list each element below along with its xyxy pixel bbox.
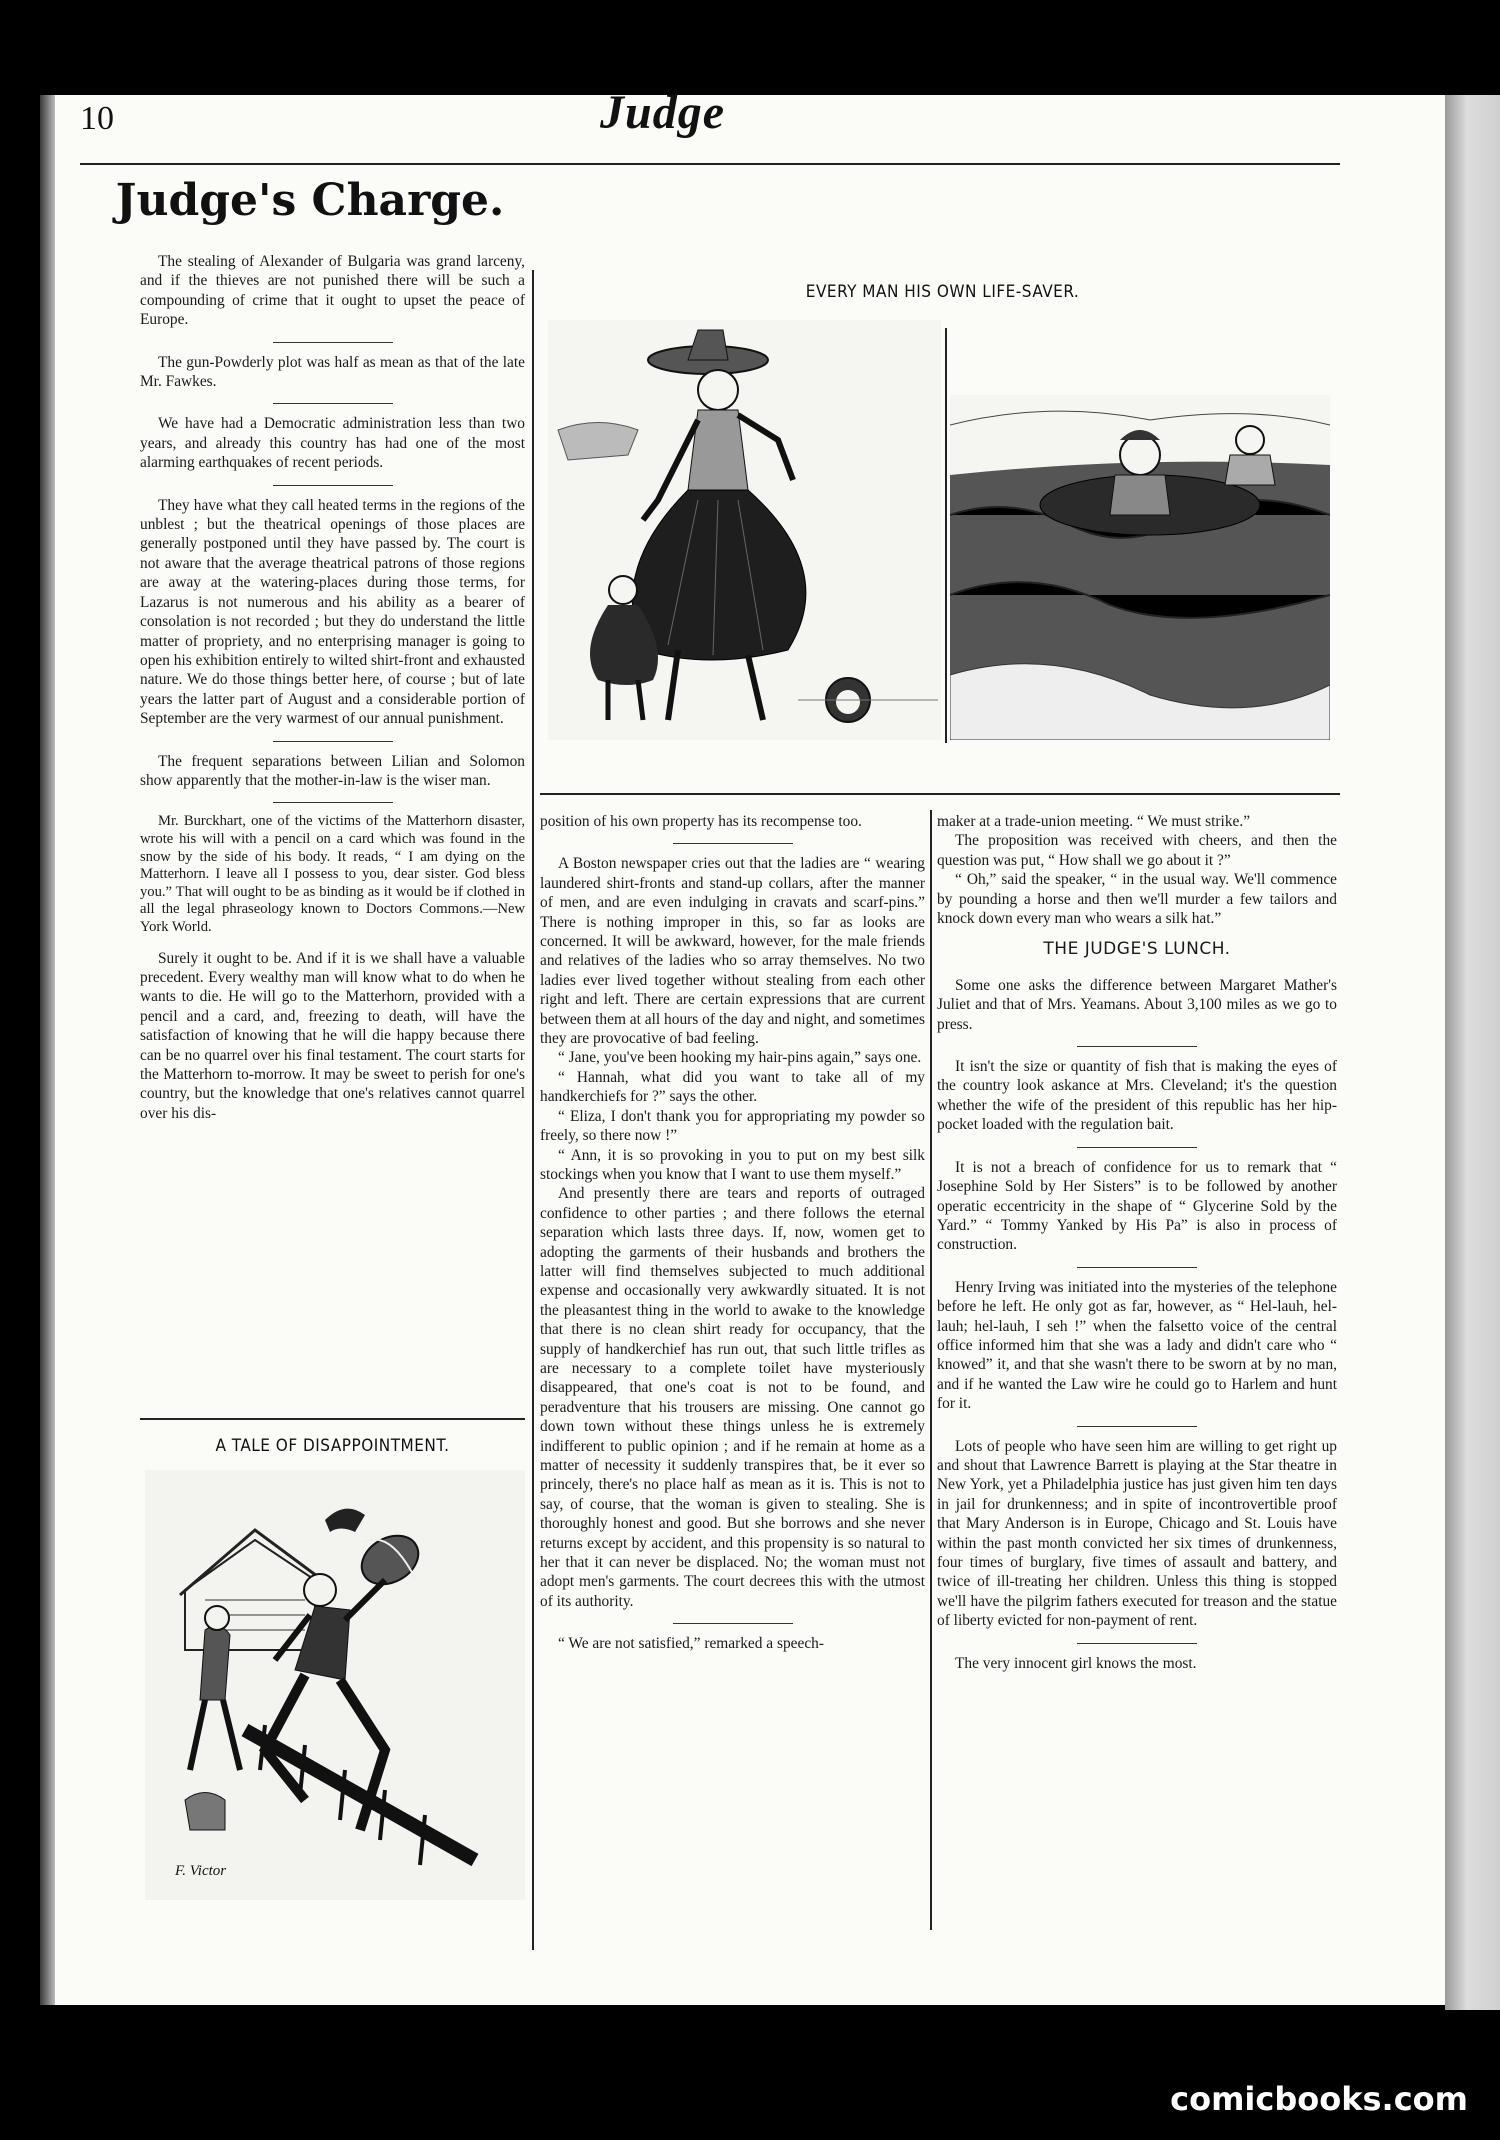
paragraph: And presently there are tears and reports of outraged confidence to other parties ; and there follows the eternal separation which lasts three days. If, now, women get to adopting the garments of their husbands and brothers the latter will find themselves subjected to much additional expense and occasionally very awkwardly situated. It is not the pleasantest thing in the world to awake to the knowledge that there is no clean shirt ready for occupancy, that the supply of handkerchief has run out, that such little trifles as are necessary to a complete toilet have mysteriously disappeared, that one's coat is not to be found, and peradventure that his trousers are missing. One cannot go down town without these things unless he is extremely indifferent to public opinion ; and if he remain at home as a matter of necessity it suddenly transpires that, be it ever so princely, there's no place half as mean as it is. This is not to say, of course, that the woman is given to stealing. She is thoroughly honest and good. But she borrows and she never returns except by accident, and this propensity is so natural to her that it can never be displaced. No; the woman must not adopt men's garments. The court decrees this with the utmost of its authority. [540,1185,925,1610]
paragraph: The stealing of Alexander of Bulgaria was grand larceny, and if the thieves are not punished there will be such a compounding of crime that it ought to upset the peace of Europe. [140,253,525,329]
judges-charge-title: Judge's Charge. [115,175,505,226]
life-saver-illustration-right [950,395,1330,740]
paragraph: The gun-Powderly plot was half as mean as that of the late Mr. Fawkes. [140,353,525,391]
masthead-logo: Judge [600,86,725,139]
divider [273,802,393,803]
paragraph: The proposition was received with cheers, and then the question was put, “ How shall we go about it ?” [937,832,1337,869]
life-saver-caption: EVERY MAN HIS OWN LIFE-SAVER. [805,282,1080,302]
paragraph: Surely it ought to be. And if it is we shall have a valuable precedent. Every wealthy man will know what to do when he wants to die. He will go to the Matterhorn, provided with a pencil and a card, and, freezing to death, will have the satisfaction of knowing that he will die happy because there can be no quarrel over his final testament. The court starts for the Matterhorn to-morrow. It may be sweet to perish for one's country, but the knowledge that one's relatives cannot quarrel over his dis- [140,949,525,1122]
paragraph: We have had a Democratic administration less than two years, and already this country has had one of the most alarming earthquakes of recent periods. [140,415,525,472]
divider [673,843,793,844]
divider [1077,1046,1197,1047]
artist-signature: F. Victor [175,1863,227,1879]
column-1-text [140,252,525,1402]
column-2-3-divider [930,810,932,1930]
paragraph: Lots of people who have seen him are willing to get right up and shout that Lawrence Barrett is playing at the Star theatre in New York, yet a Philadelphia justice has just given him ten days in jail for drunkenness; and in spite of incontrovertible proof that Mary Anderson is in Europe, Chicago and St. Louis have within the past month convicted her six times of drunkenness, four times of burglary, five times of assault and battery, and twice of ill-treating her children. Unless this thing is stopped we'll have the pilgrim fathers executed for treason and the statue of liberty evicted for non-payment of rent. [937,1437,1337,1630]
judges-lunch-heading: THE JUDGE'S LUNCH. [1043,939,1231,960]
paragraph: A Boston newspaper cries out that the ladies are “ wearing laundered shirt-fronts and stand-up collars, after the manner of men, and are even indulging in cravats and scarf-pins.” There is nothing improper in this, so far as looks are concerned. It will be awkward, however, for the male friends and relatives of the ladies who so array themselves. No two ladies ever lived together without stealing from each other right and left. There are certain expressions that are current between them at all hours of the day and night, and sometimes they are provocative of bad feeling. [540,855,925,1048]
divider [1077,1643,1197,1644]
paragraph: They have what they call heated terms in the regions of the unblest ; but the theatrical openings of those places are generally postponed until they have passed by. The court is not aware that the average theatrical patrons of those regions are away at the watering-places during those terms, for Lazarus is not numerous and his ability as a bearer of consolation is not recorded ; but they do understand the little matter of propriety, and no enterprising manager is going to open his exhibition entirely to wilted shirt-front and exhausted nature. We do those things better here, of course ; but of late years the latter part of August and a considerable portion of September are the very warmest of our annual punishment. [140,496,525,728]
paragraph: The frequent separations between Lilian and Solomon show apparently that the mother-in-law is the wiser man. [140,752,525,789]
divider [1077,1426,1197,1427]
page-number: 10 [80,100,114,137]
column-3-text [937,812,1337,1962]
paragraph: “ Ann, it is so provoking in you to put on my best silk stockings when you know that I want to use them myself.” [540,1146,925,1183]
illustration-bottom-rule [540,793,1340,795]
adjacent-page-edge [1445,95,1500,2010]
paragraph: It isn't the size or quantity of fish that is making the eyes of the country look askance at Mrs. Cleveland; it's the question whether the wife of the president of this republic has her hip-pocket loaded with the regulation bait. [937,1058,1337,1134]
divider [273,485,393,486]
binding-spine [40,95,55,2005]
divider [673,1623,793,1624]
divider [273,403,393,404]
paragraph: “ Eliza, I don't thank you for appropriating my powder so freely, so there now !” [540,1107,925,1145]
paragraph: The very innocent girl knows the most. [955,1654,1197,1672]
paragraph: “ Hannah, what did you want to take all of my handkerchiefs for ?” says the other. [540,1068,925,1106]
paragraph: “ Jane, you've been hooking my hair-pins again,” says one. [558,1049,922,1067]
column-1-rule [140,1418,525,1420]
divider [273,342,393,343]
tale-of-disappointment-illustration [145,1470,525,1900]
paragraph: “ We are not satisfied,” remarked a speech- [558,1635,824,1653]
paragraph: Henry Irving was initiated into the mysteries of the telephone before he left. He only got as far, however, as “ Hel-lauh, hel-lauh; hel-lauh, I seh !” when the falsetto voice of the central office informed him that she was a lady and didn't care who “ knowed” it, and that she wasn't there to be sworn at by no man, and if he wanted the Law wire he could go to Harlem and hunt for it. [937,1278,1337,1413]
paragraph: Mr. Burckhart, one of the victims of the Matterhorn disaster, wrote his will with a pencil on a card which was found in the snow by the side of his body. It reads, “ I am dying on the Matterhorn. I leave all I possess to you, dear sister. God bless you.” That will ought to be as binding as it would be if clothed in all the legal phraseology known to Doctors Commons.—New York World. [140,813,525,935]
tale-caption: A TALE OF DISAPPOINTMENT. [215,1436,450,1456]
paragraph: position of his own property has its recompense too. [540,813,862,830]
column-1-2-divider [532,270,534,1950]
divider [273,741,393,742]
divider [1077,1267,1197,1268]
masthead-rule [80,163,1340,165]
site-watermark: comicbooks.com [1170,2080,1468,2118]
paragraph: Some one asks the difference between Margaret Mather's Juliet and that of Mrs. Yeamans. About 3,100 miles as we go to press. [937,976,1337,1033]
illustration-divider [945,328,947,743]
divider [1077,1147,1197,1148]
paragraph: “ Oh,” said the speaker, “ in the usual way. We'll commence by pounding a horse and then we'll murder a few tailors and knock down every man who wears a silk hat.” [937,871,1337,928]
column-2-text [540,812,925,1962]
paragraph: maker at a trade-union meeting. “ We must strike.” [937,813,1251,830]
paragraph: It is not a breach of confidence for us to remark that “ Josephine Sold by Her Sisters” is to be followed by another operatic eccentricity in the shape of “ Glycerine Sold by the Yard.” “ Tommy Yanked by His Pa” is also in process of construction. [937,1158,1337,1254]
life-saver-illustration-left [548,320,941,740]
